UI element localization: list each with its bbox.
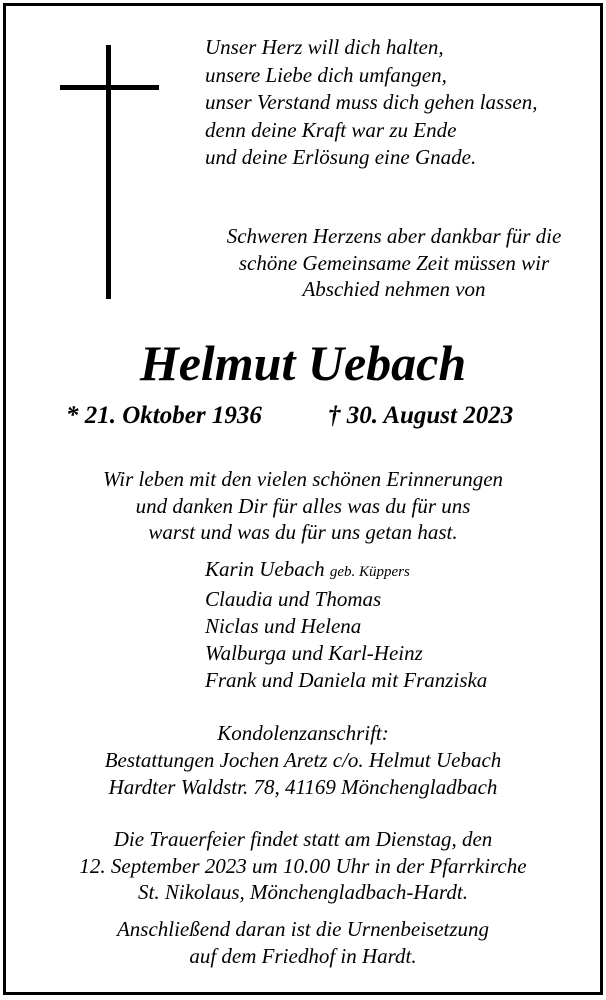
intro-text — [195, 223, 593, 303]
poem — [205, 34, 537, 172]
poem-line: und deine Erlösung eine Gnade. — [205, 145, 477, 169]
memories-line: Wir leben mit den vielen schönen Erinnerungen — [102, 467, 504, 491]
family-member-name: Karin Uebach — [205, 557, 325, 581]
family-member: Walburga und Karl-Heinz — [205, 641, 423, 665]
burial-line: Anschließend daran ist die Urnenbeisetzung — [116, 917, 490, 941]
service-line: St. Nikolaus, Mönchengladbach-Hardt. — [138, 880, 468, 904]
condolence-line: Kondolenzanschrift: — [217, 721, 389, 745]
maiden-name: geb. Küppers — [329, 564, 410, 580]
intro-line: schöne Gemeinsame Zeit müssen wir — [238, 250, 550, 275]
memories-line: und danken Dir für alles was du für uns — [135, 493, 471, 518]
condolence-line: Hardter Waldstr. 78, 41169 Mönchengladbach — [108, 775, 498, 799]
deceased-name: Helmut Uebach — [139, 335, 467, 391]
intro-line: Abschied nehmen von — [302, 277, 486, 301]
poem-line: Unser Herz will dich halten, — [205, 35, 444, 59]
poem-line: denn deine Kraft war zu Ende — [205, 117, 457, 142]
birth-date: * 21. Oktober 1936 — [66, 402, 262, 429]
service-line: 12. September 2023 um 10.00 Uhr in der Pfarrkirche — [79, 853, 527, 878]
intro-line: Schweren Herzens aber dankbar für die — [226, 224, 562, 248]
family-list — [205, 556, 487, 694]
death-date: † 30. August 2023 — [328, 402, 514, 429]
condolence-address — [0, 720, 606, 801]
family-member: Frank und Daniela mit Franziska — [205, 668, 488, 692]
cross-vertical-bar — [106, 45, 111, 299]
memories-line: warst und was du für uns getan hast. — [148, 520, 458, 544]
poem-line: unser Verstand muss dich gehen lassen, — [205, 90, 538, 114]
memories-text — [0, 466, 606, 546]
service-line: Die Trauerfeier findet statt am Dienstag, den — [113, 827, 493, 851]
family-member — [205, 556, 487, 586]
condolence-line: Bestattungen Jochen Aretz c/o. Helmut Uebach — [104, 748, 502, 772]
burial-info — [0, 916, 606, 969]
burial-line: auf dem Friedhof in Hardt. — [189, 943, 417, 968]
poem-line: unsere Liebe dich umfangen, — [205, 62, 447, 87]
family-member: Niclas und Helena — [205, 614, 362, 638]
cross-horizontal-bar — [60, 85, 159, 90]
family-member: Claudia und Thomas — [205, 587, 382, 611]
funeral-service-info — [0, 826, 606, 906]
